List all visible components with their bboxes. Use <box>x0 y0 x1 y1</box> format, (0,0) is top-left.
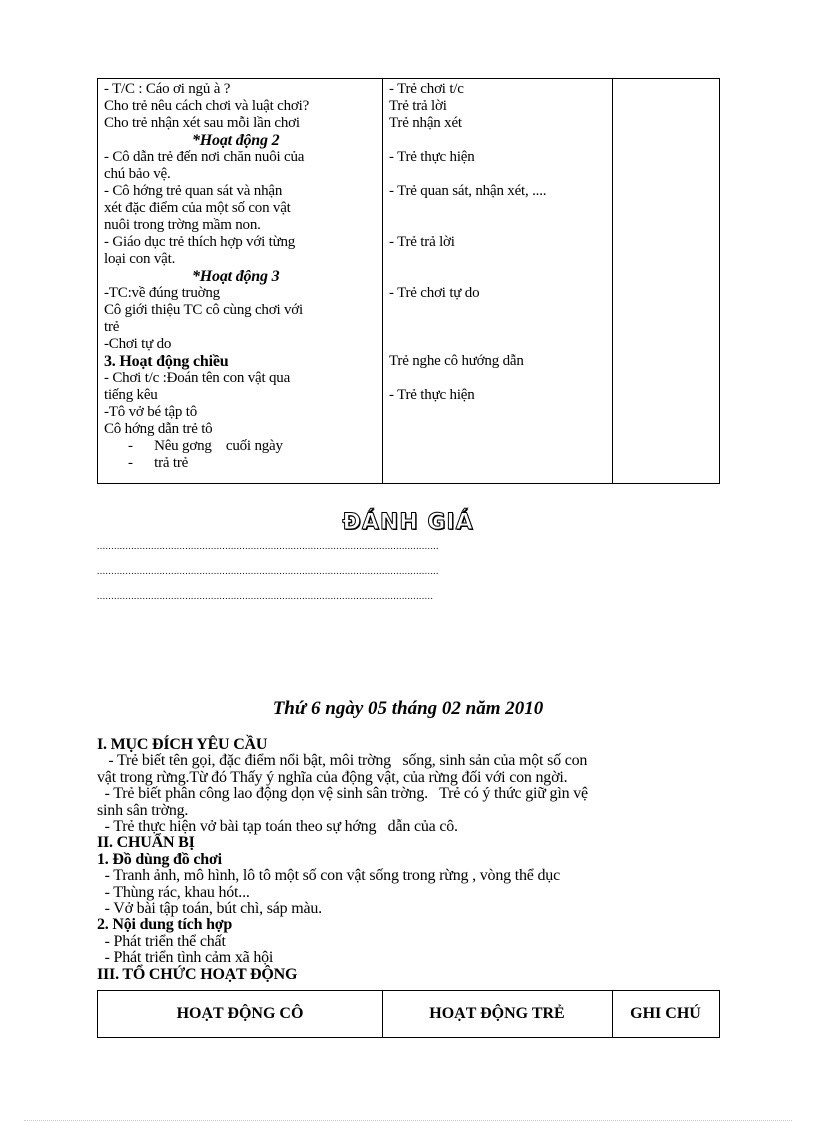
section-line: sinh sân trờng. <box>97 801 189 819</box>
section-line: - Vở bài tập toán, bút chì, sáp màu. <box>97 900 322 917</box>
header-child-activity: HOẠT ĐỘNG TRẺ <box>429 1005 565 1022</box>
date-title: Thứ 6 ngày 05 tháng 02 năm 2010 <box>272 698 544 719</box>
section-heading: II. CHUẨN BỊ <box>97 834 195 852</box>
child-activity-line: - Trẻ thực hiện <box>389 387 475 403</box>
child-activity-line: Trẻ nghe cô hướng dẫn <box>389 353 524 369</box>
teacher-activity-line: - Chơi t/c :Đoán tên con vật qua <box>104 370 291 386</box>
teacher-activity-line: - Nêu gơng cuối ngày <box>128 438 283 454</box>
teacher-activity-line: *Hoạt động 2 <box>192 132 280 149</box>
evaluation-dotted-line: ........................................................................................................................ <box>97 566 439 576</box>
section-heading: 1. Đồ dùng đồ chơi <box>97 850 222 868</box>
teacher-activity-line: Cô giới thiệu TC cô cùng chơi với <box>104 302 303 318</box>
section-heading: III. TỔ CHỨC HOẠT ĐỘNG <box>97 965 298 983</box>
activity-table-header <box>97 990 720 1038</box>
teacher-activity-line: Cô hớng dẫn trẻ tô <box>104 421 213 437</box>
teacher-activity-line: tiếng kêu <box>104 387 158 403</box>
page-bottom-rule <box>24 1120 792 1121</box>
section-heading: I. MỤC ĐÍCH YÊU CẦU <box>97 736 268 753</box>
child-activity-line: - Trẻ thực hiện <box>389 149 475 165</box>
teacher-activity-line: - Cô hớng trẻ quan sát và nhận <box>104 183 283 199</box>
section-line: vật trong rừng.Từ đó Thấy ý nghĩa của động vật, của rừng đối với con ngời. <box>97 768 568 786</box>
teacher-activity-line: - Cô dẫn trẻ đến nơi chăn nuôi của <box>104 149 305 165</box>
child-activity-line: - Trẻ chơi t/c <box>389 81 464 97</box>
child-activity-line: Trẻ nhận xét <box>389 115 462 131</box>
teacher-activity-line: - T/C : Cáo ơi ngủ à ? <box>104 81 231 97</box>
teacher-activity-line: -Chơi tự do <box>104 336 172 352</box>
section-heading: 2. Nội dung tích hợp <box>97 916 233 934</box>
evaluation-dotted-line: ........................................................................................................................ <box>97 541 439 551</box>
teacher-activity-line: 3. Hoạt động chiều <box>104 353 229 370</box>
child-activity-line: - Trẻ quan sát, nhận xét, .... <box>389 183 547 199</box>
section-line: - Thùng rác, khau hót... <box>97 883 250 901</box>
column-divider <box>382 79 383 483</box>
section-line: - Tranh ảnh, mô hình, lô tô một số con vật sống trong rừng , vòng thể dục <box>97 867 560 885</box>
column-divider <box>612 79 613 483</box>
header-notes: GHI CHÚ <box>630 1005 701 1022</box>
teacher-activity-line: -TC:về đúng truờng <box>104 285 220 301</box>
activity-table-top <box>97 78 720 484</box>
teacher-activity-line: xét đặc điểm của một số con vật <box>104 200 291 216</box>
teacher-activity-line: loại con vật. <box>104 251 176 267</box>
teacher-activity-line: Cho trẻ nêu cách chơi và luật chơi? <box>104 98 310 114</box>
teacher-activity-line: Cho trẻ nhận xét sau mỗi lần chơi <box>104 115 300 131</box>
child-activity-line: - Trẻ trả lời <box>389 234 455 250</box>
teacher-activity-line: - trả trẻ <box>128 455 189 471</box>
header-teacher-activity: HOẠT ĐỘNG CÔ <box>176 1005 304 1022</box>
section-line: - Phát triển tình cảm xã hội <box>97 949 274 967</box>
section-line: - Trẻ biết tên gọi, đặc điểm nổi bật, môi trờng sống, sinh sản của một số con <box>97 752 588 770</box>
child-activity-line: Trẻ trả lời <box>389 98 447 114</box>
evaluation-title: ĐÁNH GIÁ <box>342 510 474 535</box>
section-line: - Phát triển thể chất <box>97 932 226 950</box>
teacher-activity-line: trẻ <box>104 319 120 335</box>
evaluation-dotted-line: ...................................................................................................................... <box>97 591 434 601</box>
child-activity-line: - Trẻ chơi tự do <box>389 285 480 301</box>
section-line: - Trẻ thực hiện vở bài tạp toán theo sự hớng dẫn của cô. <box>97 818 458 835</box>
teacher-activity-line: chú bảo vệ. <box>104 166 171 182</box>
teacher-activity-line: - Giáo dục trẻ thích hợp với từng <box>104 234 296 250</box>
section-line: - Trẻ biết phân công lao động dọn vệ sinh sân trờng. Trẻ có ý thức giữ gìn vệ <box>97 785 588 803</box>
teacher-activity-line: -Tô vở bé tập tô <box>104 404 198 420</box>
teacher-activity-line: nuôi trong trờng mầm non. <box>104 217 261 233</box>
teacher-activity-line: *Hoạt động 3 <box>192 268 280 285</box>
